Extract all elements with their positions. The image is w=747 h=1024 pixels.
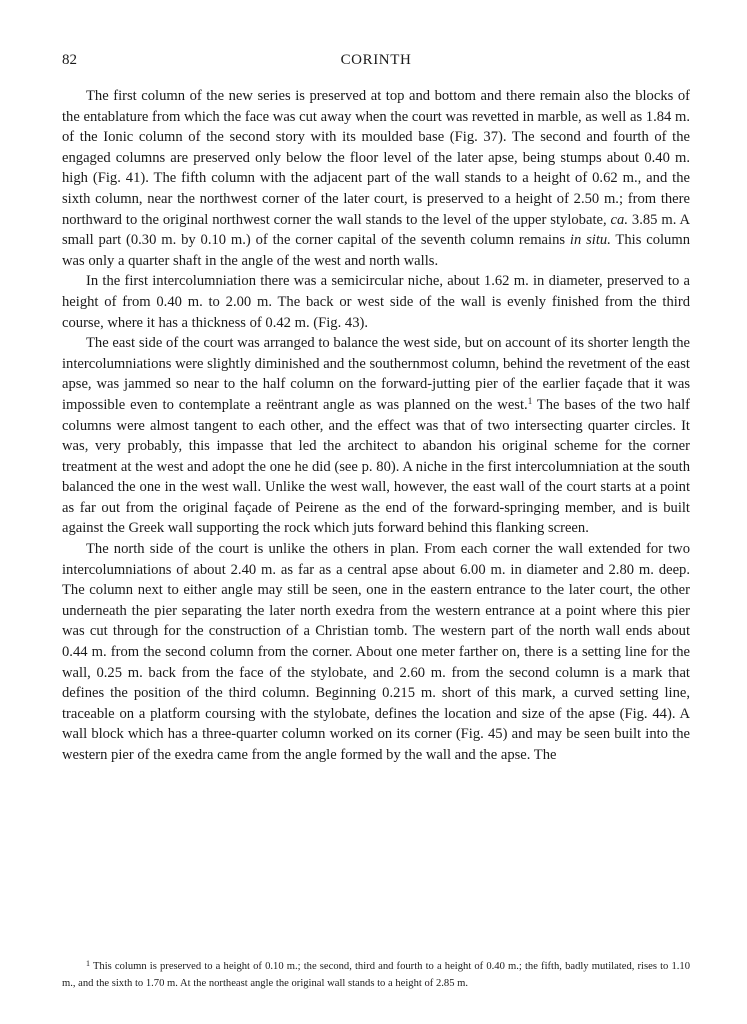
italic-ca: ca. <box>610 211 628 228</box>
footnote <box>62 958 690 992</box>
paragraph-niche: In the first intercolumniation there was a semicircular niche, about 1.62 m. in diameter, preserved to a height of from 0.40 m. to 2.00 m. The back or west side of the wall is evenly finished from the third course, where it has a thickness of 0.42 m. (Fig. 43). <box>62 273 690 331</box>
page-number: 82 <box>62 52 77 68</box>
text-run: This column was only a quarter shaft in the angle of the west and north walls. <box>62 232 690 269</box>
page-header <box>62 52 690 72</box>
footnote-text: This column is preserved to a height of 0.10 m.; the second, third and fourth to a height of 0.40 m.; the fifth, badly mutilated, rises to 1.10 m., and the sixth to 1.70 m. At the northeast angle the original wall stands to a height of 2.85 m. <box>62 961 690 989</box>
text-run: The first column of the new series is preserved at top and bottom and there remain also the blocks of the entablature from which the face was cut away when the court was revetted in marble, as well as 1.84 m. of the Ionic column of the second story with its moulded base (Fig. 37). The second and fourth of the engaged columns are preserved only below the floor level of the later apse, being stumps about 0.40 m. high (Fig. 41). The fifth column with the adjacent part of the wall stands to a height of 0.62 m., and the sixth column, near the northwest corner of the later court, is preserved to a height of 2.50 m.; from there northward to the original northwest corner the wall stands to the level of the upper stylobate, <box>62 88 690 228</box>
footnote-reference[interactable]: 1 <box>527 395 533 406</box>
footnote-marker: 1 <box>86 959 90 968</box>
italic-in-situ: in situ. <box>569 232 611 249</box>
paragraph-west-side-columns <box>62 86 690 271</box>
body-text <box>62 86 690 766</box>
paragraph-east-side <box>62 333 690 539</box>
text-run: The east side of the court was arranged to balance the west side, but on account of its shorter length the intercolumniations were slightly diminished and the southernmost column, behind the revetment of the east apse, was jammed so near to the half column on the forward-jutting pier of the earlier façade that it was impossible even to contemplate a reëntrant angle as was planned on the west. <box>62 335 690 413</box>
text-run: 3.85 m. A small part (0.30 m. by 0.10 m.) of the corner capital of the seventh column remains <box>62 211 691 249</box>
running-head: CORINTH <box>340 52 412 68</box>
text-run: The bases of the two half columns were almost tangent to each other, and the effect was that of two intersecting quarter circles. It was, very probably, this impasse that led the architect to abandon his original scheme for the corner treatment at the west and adopt the one he did (see p. 80). A niche in the first intercolumniation at the south balanced the one in the west wall. Unlike the west wall, however, the east wall of the court starts at a point as far out from the original façade of Peirene as the end of the forward-springing member, and is built against the Greek wall supporting the rock which juts forward behind this flanking screen. <box>62 396 690 537</box>
paragraph-north-side: The north side of the court is unlike the others in plan. From each corner the wall extended for two intercolumniations of about 2.40 m. as far as a central apse about 6.00 m. in diameter and 2.80 m. deep. The column next to either angle may still be seen, one in the eastern entrance to the later court, the other underneath the pier separating the later north exedra from the western entrance at a point where this pier was cut through for the construction of a Christian tomb. The western part of the north wall ends about 0.44 m. from the second column from the corner. About one meter farther on, there is a setting line for the wall, 0.25 m. back from the face of the stylobate, and 2.60 m. from the second column is a mark that defines the position of the third column. Beginning 0.215 m. short of this mark, a curved setting line, traceable on a platform coursing with the stylobate, defines the location and size of the apse (Fig. 44). A wall block which has a three-quarter column worked on its corner (Fig. 45) and may be seen built into the western pier of the exedra came from the angle formed by the wall and the apse. The <box>62 541 690 763</box>
